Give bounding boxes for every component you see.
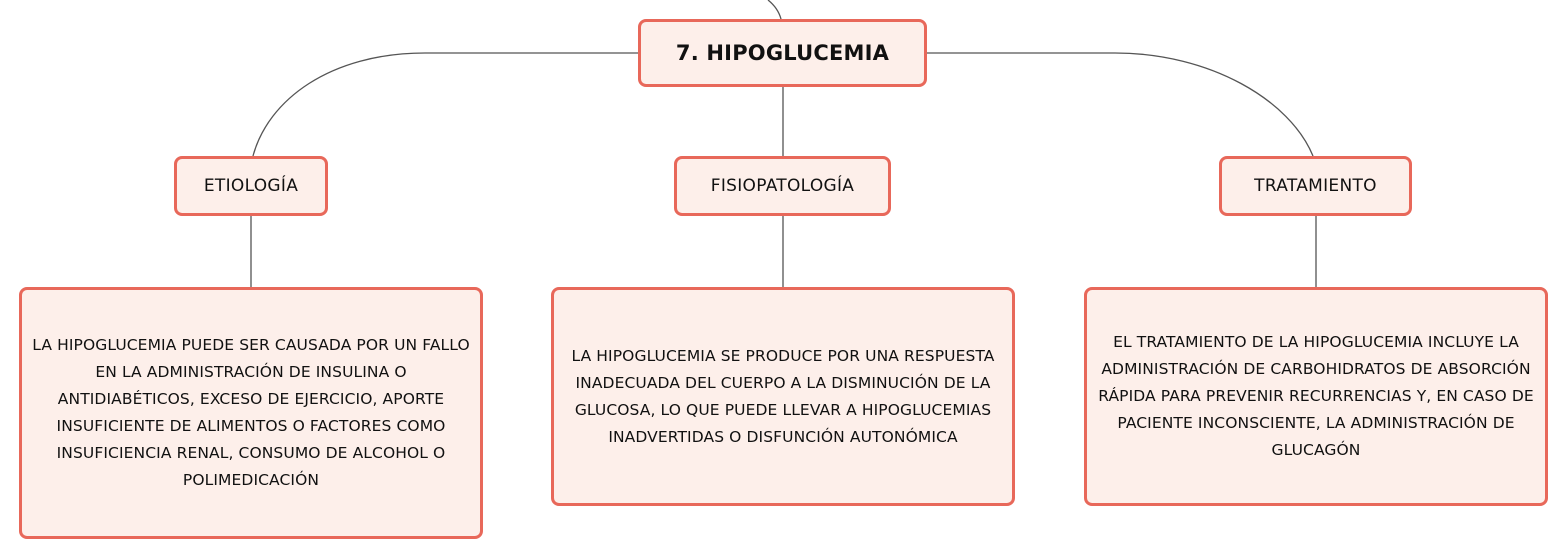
subtopic-etiologia-description[interactable]: [19, 287, 483, 539]
subtopic-fisiopatologia-description[interactable]: [551, 287, 1015, 506]
topic-fisiopatologia[interactable]: [674, 156, 891, 216]
topic-fisiopatologia-label: FISIOPATOLOGÍA: [710, 176, 855, 196]
topic-tratamiento-label: TRATAMIENTO: [1254, 176, 1377, 196]
topic-etiologia-label: ETIOLOGÍA: [203, 176, 299, 196]
topic-etiologia[interactable]: [174, 156, 328, 216]
connector-root-to-etiologia: [253, 53, 638, 156]
connector-root-to-tratamiento: [927, 53, 1313, 156]
root-topic-node[interactable]: [638, 19, 927, 87]
connector-parent-to-root: [768, 0, 781, 19]
subtopic-tratamiento-description[interactable]: [1084, 287, 1548, 506]
root-topic-title: 7. HIPOGLUCEMIA: [675, 41, 890, 65]
fisiopatologia-description-text: LA HIPOGLUCEMIA SE PRODUCE POR UNA RESPUESTA INADECUADA DEL CUERPO A LA DISMINUCIÓN DE LA GLUCOSA, LO QUE PUEDE LLEVAR A HIPOGLUCEMIAS INADVERTIDAS O DISFUNCIÓN AUTONÓMICA: [571, 346, 995, 446]
etiologia-description-text: LA HIPOGLUCEMIA PUEDE SER CAUSADA POR UN FALLO EN LA ADMINISTRACIÓN DE INSULINA O ANTIDIABÉTICOS, EXCESO DE EJERCICIO, APORTE INSUFICIENTE DE ALIMENTOS O FACTORES COMO INSUFICIENCIA RENAL, CONSUMO DE ALCOHOL O POLIMEDICACIÓN: [32, 336, 470, 489]
tratamiento-description-text: EL TRATAMIENTO DE LA HIPOGLUCEMIA INCLUYE LA ADMINISTRACIÓN DE CARBOHIDRATOS DE ABSORCIÓN RÁPIDA PARA PREVENIR RECURRENCIAS Y, EN CASO DE PACIENTE INCONSCIENTE, LA ADMINISTRACIÓN DE GLUCAGÓN: [1098, 333, 1534, 459]
topic-tratamiento[interactable]: [1219, 156, 1412, 216]
